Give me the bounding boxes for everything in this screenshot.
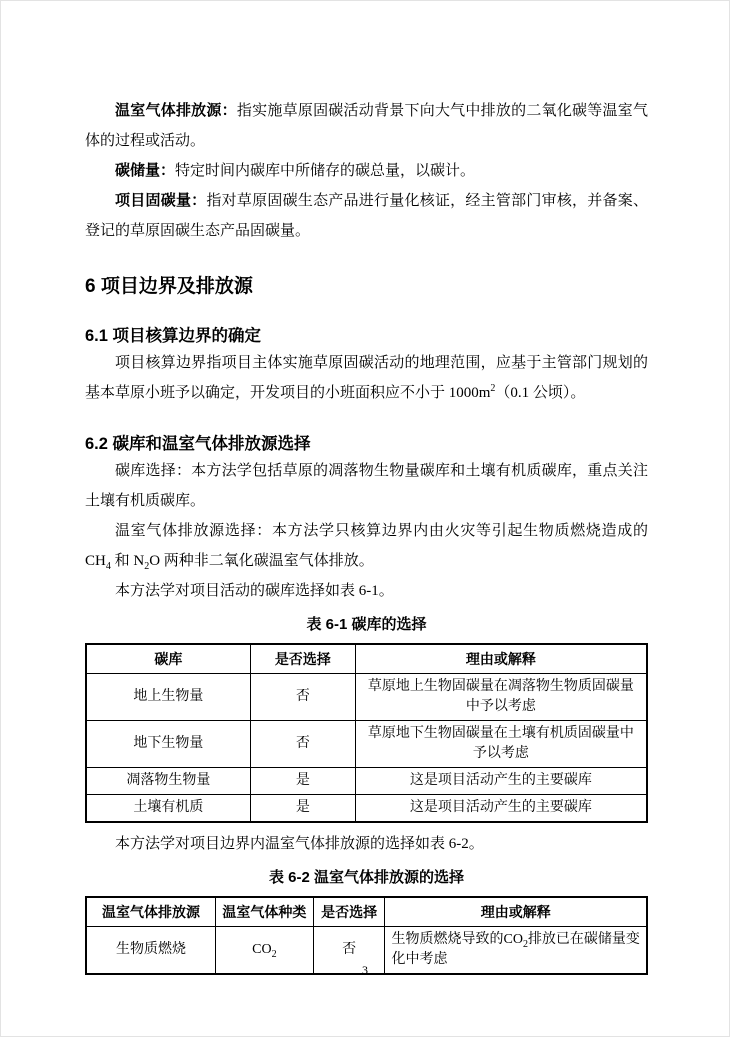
paragraph-6-1 xyxy=(85,348,648,408)
table-header-cell: 是否选择 xyxy=(313,897,385,927)
table-header-cell: 温室气体排放源 xyxy=(86,897,216,927)
table-cell: 这是项目活动产生的主要碳库 xyxy=(355,795,647,823)
table1-caption: 表 6-1 碳库的选择 xyxy=(306,616,427,633)
table-row xyxy=(86,721,647,768)
paragraph-table1-ref: 本方法学对项目活动的碳库选择如表 6-1。 xyxy=(115,583,394,599)
table-cell: 草原地下生物固碳量在土壤有机质固碳量中予以考虑 xyxy=(355,721,647,768)
definition-text: 指实施草原固碳活动背景下向大气中排放的二氧化碳等温室气体的过程或活动。 xyxy=(85,103,648,149)
table-cell: 这是项目活动产生的主要碳库 xyxy=(355,768,647,795)
table-cell: 地上生物量 xyxy=(86,674,250,721)
table-cell: 草原地上生物固碳量在凋落物生物质固碳量中予以考虑 xyxy=(355,674,647,721)
page-content xyxy=(85,96,648,975)
table-cell: 地下生物量 xyxy=(86,721,250,768)
table-header-cell: 温室气体种类 xyxy=(216,897,314,927)
paragraph-carbon-pool-choice: 碳库选择：本方法学包括草原的凋落物生物量碳库和土壤有机质碳库，重点关注土壤有机质碳库。 xyxy=(85,463,648,509)
table-cell: 是 xyxy=(250,768,355,795)
paragraph-text: 和 N xyxy=(110,553,145,569)
subsection-heading-6-1: 6.1 项目核算边界的确定 xyxy=(85,327,262,345)
table-row xyxy=(86,674,647,721)
definition-term: 温室气体排放源： xyxy=(115,102,237,119)
table-cell: 否 xyxy=(313,927,385,975)
paragraph-text: 温室气体排放源选择：本方法学只核算边界内由火灾等引起生物质燃烧造成的CH xyxy=(85,523,648,569)
paragraph-ghg-source-choice xyxy=(85,516,648,576)
table-cell: 土壤有机质 xyxy=(86,795,250,823)
table-row xyxy=(86,768,647,795)
definition-text: 指对草原固碳生态产品进行量化核证，经主管部门审核，并备案、登记的草原固碳生态产品固碳量。 xyxy=(85,193,648,239)
subscript: 2 xyxy=(144,561,150,572)
definition-text: 特定时间内碳库中所储存的碳总量，以碳计。 xyxy=(175,163,476,179)
table-header-cell: 理由或解释 xyxy=(355,644,647,674)
subscript: 2 xyxy=(271,948,277,960)
paragraph-text: 项目核算边界指项目主体实施草原固碳活动的地理范围，应基于主管部门规划的基本草原小班予以确定，开发项目的小班面积应不小于 1000m xyxy=(85,355,648,401)
table-header-row xyxy=(86,897,647,927)
table-header-cell: 是否选择 xyxy=(250,644,355,674)
definition-paragraph xyxy=(85,186,648,246)
subsection-heading-6-2: 6.2 碳库和温室气体排放源选择 xyxy=(85,435,311,453)
definition-paragraph xyxy=(85,96,648,156)
paragraph-text: O 两种非二氧化碳温室气体排放。 xyxy=(149,553,374,569)
table-header-row xyxy=(86,644,647,674)
reason-text: 生物质燃烧导致的CO xyxy=(391,932,523,947)
table-row xyxy=(86,795,647,823)
paragraph-text: （0.1 公顷）。 xyxy=(495,385,586,401)
section-heading-6: 6 项目边界及排放源 xyxy=(85,276,253,297)
table-header-cell: 理由或解释 xyxy=(385,897,647,927)
definition-term: 项目固碳量： xyxy=(115,192,207,209)
subscript: 2 xyxy=(522,938,528,950)
table-cell: 生物质燃烧 xyxy=(86,927,216,975)
paragraph-table2-ref: 本方法学对项目边界内温室气体排放源的选择如表 6-2。 xyxy=(115,836,484,852)
table-cell: 凋落物生物量 xyxy=(86,768,250,795)
gas-formula: CO xyxy=(252,942,272,957)
definition-term: 碳储量： xyxy=(115,162,176,179)
carbon-pool-table xyxy=(85,643,648,823)
table-cell: 是 xyxy=(250,795,355,823)
superscript: 2 xyxy=(490,383,496,394)
table2-caption: 表 6-2 温室气体排放源的选择 xyxy=(268,869,465,886)
page-number: 3 xyxy=(362,963,368,977)
reason-text: 排放已在碳储量变化中考虑 xyxy=(391,932,640,967)
table-cell: 否 xyxy=(250,721,355,768)
subscript: 4 xyxy=(105,561,111,572)
table-header-cell: 碳库 xyxy=(86,644,250,674)
definition-paragraph xyxy=(85,156,648,186)
table-cell: 否 xyxy=(250,674,355,721)
